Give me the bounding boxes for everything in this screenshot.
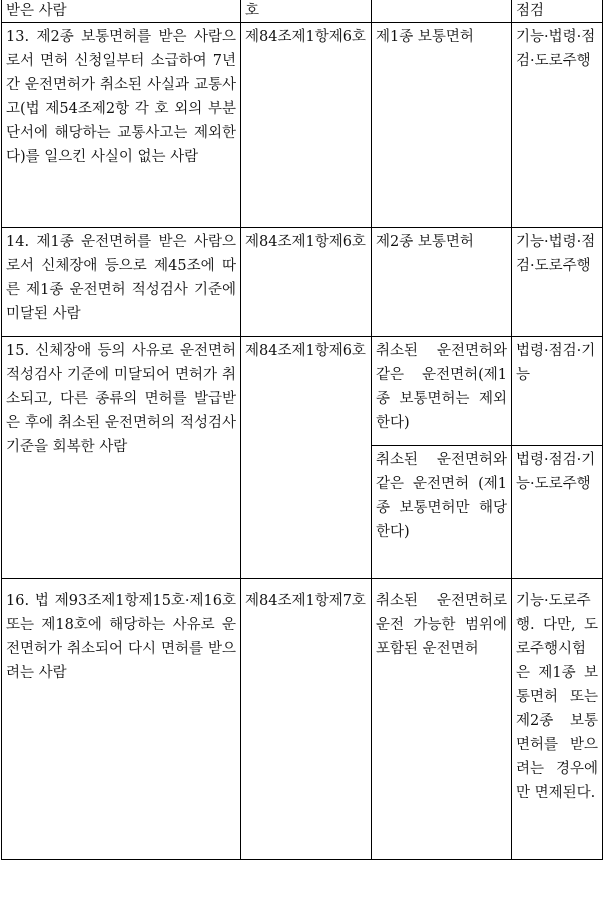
header-license <box>372 0 512 23</box>
row-exempt: 법령·점검·기능·도로주행 <box>512 446 603 579</box>
header-exempt: 점검 <box>512 0 603 23</box>
row-criteria: 15. 신체장애 등의 사유로 운전면허 적성검사 기준에 미달되어 면허가 취소되고, 다른 종류의 면허를 발급받은 후에 취소된 운전면허의 적성검사 기준을 회복한 사람 <box>2 337 241 579</box>
row-law: 제84조제1항제6호 <box>241 23 372 228</box>
row-law: 제84조제1항제6호 <box>241 337 372 579</box>
row-license: 취소된 운전면허로 운전 가능한 범위에 포함된 운전면허 <box>372 579 512 860</box>
row-criteria: 14. 제1종 운전면허를 받은 사람으로서 신체장애 등으로 제45조에 따른 제1종 운전면허 적성검사 기준에 미달된 사람 <box>2 228 241 337</box>
row-license: 취소된 운전면허와 같은 운전면허(제1종 보통면허는 제외한다) <box>372 337 512 446</box>
row-exempt: 법령·점검·기능 <box>512 337 603 446</box>
row-criteria: 16. 법 제93조제1항제15호·제16호 또는 제18호에 해당하는 사유로 운전면허가 취소되어 다시 면허를 받으려는 사람 <box>2 579 241 860</box>
row-exempt: 기능·도로주행. 다만, 도로주행시험은 제1종 보통면허 또는 제2종 보통면허를 받으려는 경우에만 면제된다. <box>512 579 603 860</box>
table-row <box>2 579 603 860</box>
row-license: 취소된 운전면허와 같은 운전면허 (제1종 보통면허만 해당한다) <box>372 446 512 579</box>
table-row <box>2 23 603 228</box>
table-row <box>2 228 603 337</box>
table-header-row <box>2 0 603 23</box>
table-row <box>2 337 603 446</box>
row-exempt: 기능·법령·점검·도로주행 <box>512 228 603 337</box>
row-license: 제1종 보통면허 <box>372 23 512 228</box>
row-exempt: 기능·법령·점검·도로주행 <box>512 23 603 228</box>
row-criteria: 13. 제2종 보통면허를 받은 사람으로서 면허 신청일부터 소급하여 7년간 운전면허가 취소된 사실과 교통사고(법 제54조제2항 각 호 외의 부분 단서에 해당하는 교통사고는 제외한다)를 일으킨 사실이 없는 사람 <box>2 23 241 228</box>
license-exemption-table <box>1 0 603 860</box>
row-law: 제84조제1항제7호 <box>241 579 372 860</box>
header-law: 호 <box>241 0 372 23</box>
row-license: 제2종 보통면허 <box>372 228 512 337</box>
header-criteria: 받은 사람 <box>2 0 241 23</box>
row-law: 제84조제1항제6호 <box>241 228 372 337</box>
